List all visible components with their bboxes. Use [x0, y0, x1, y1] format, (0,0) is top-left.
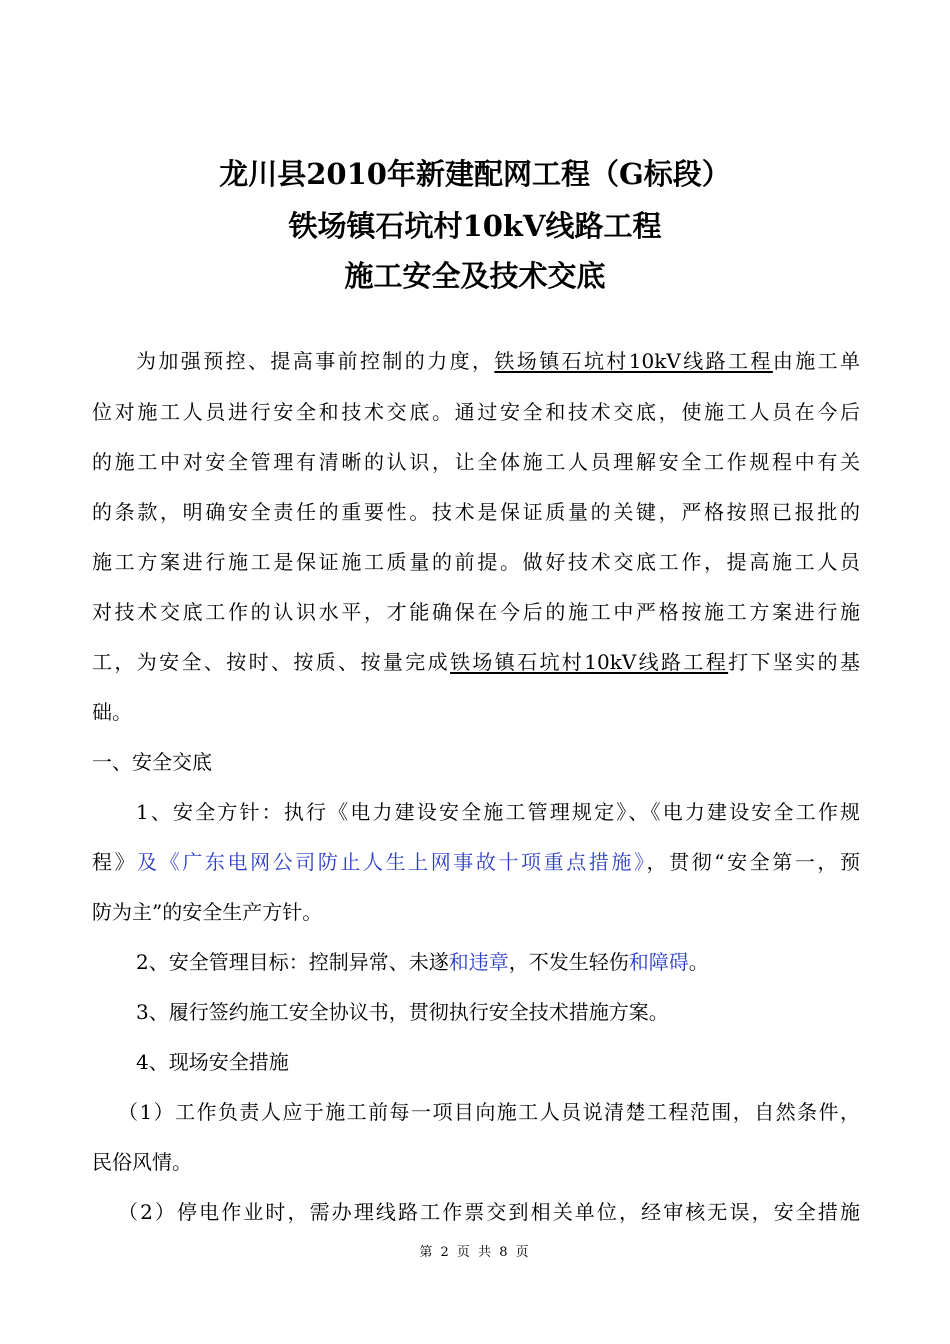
item-2 — [136, 949, 860, 975]
item-text: 2、安全管理目标：控制异常、未遂 — [136, 950, 449, 974]
item-text: ，贯彻“安全第一，预 — [646, 850, 861, 874]
intro-line-5: 施工方案进行施工是保证施工质量的前提。做好技术交底工作，提高施工人员 — [92, 550, 860, 574]
project-name-underlined: 铁场镇石坑村10kV线路工程 — [494, 349, 773, 373]
highlighted-text: 和违章 — [448, 950, 509, 974]
sub-item-2-line-1: （2）停电作业时，需办理线路工作票交到相关单位，经审核无误，安全措施 — [118, 1200, 860, 1224]
intro-line-3: 的施工中对安全管理有清晰的认识，让全体施工人员理解安全工作规程中有关 — [92, 450, 860, 474]
item-text: 。 — [688, 950, 709, 974]
item-1-line-3: 防为主”的安全生产方针。 — [92, 900, 323, 924]
intro-line-6: 对技术交底工作的认识水平，才能确保在今后的施工中严格按施工方案进行施 — [92, 600, 860, 624]
item-text: 程》 — [92, 850, 138, 874]
intro-line-4: 的条款，明确安全责任的重要性。技术是保证质量的关键，严格按照已报批的 — [92, 500, 860, 524]
regulation-reference: 及《广东电网公司防止人生上网事故十项重点措施》 — [137, 850, 647, 874]
intro-text: 由施工单 — [772, 349, 861, 373]
section-heading: 一、安全交底 — [92, 750, 212, 774]
intro-text: 为加强预控、提高事前控制的力度， — [136, 349, 495, 373]
title-line-3: 施工安全及技术交底 — [344, 259, 606, 293]
sub-item-1-line-1: （1）工作负责人应于施工前每一项目向施工人员说清楚工程范围，自然条件， — [118, 1100, 860, 1124]
highlighted-text: 和障碍 — [628, 950, 689, 974]
title-line-1: 龙川县2010年新建配网工程（G标段） — [219, 157, 731, 191]
intro-text: 工，为安全、按时、按质、按量完成 — [92, 650, 450, 674]
intro-line-8: 础。 — [92, 700, 132, 724]
item-text: ，不发生轻伤 — [508, 950, 629, 974]
intro-line-7 — [92, 649, 860, 675]
title-line-2: 铁场镇石坑村10kV线路工程 — [288, 209, 662, 243]
intro-text: 打下坚实的基 — [728, 650, 861, 674]
page-footer: 第 2 页 共 8 页 — [419, 1245, 531, 1260]
intro-line-1 — [136, 348, 860, 374]
intro-line-2: 位对施工人员进行安全和技术交底。通过安全和技术交底，使施工人员在今后 — [92, 400, 860, 424]
item-1-line-1: 1、安全方针：执行《电力建设安全施工管理规定》、《电力建设安全工作规 — [136, 800, 860, 824]
project-name-underlined: 铁场镇石坑村10kV线路工程 — [450, 650, 729, 674]
item-4: 4、现场安全措施 — [136, 1050, 289, 1074]
item-3: 3、履行签约施工安全协议书，贯彻执行安全技术措施方案。 — [136, 1000, 669, 1024]
item-1-line-2 — [92, 849, 860, 875]
sub-item-1-line-2: 民俗风情。 — [92, 1150, 192, 1174]
